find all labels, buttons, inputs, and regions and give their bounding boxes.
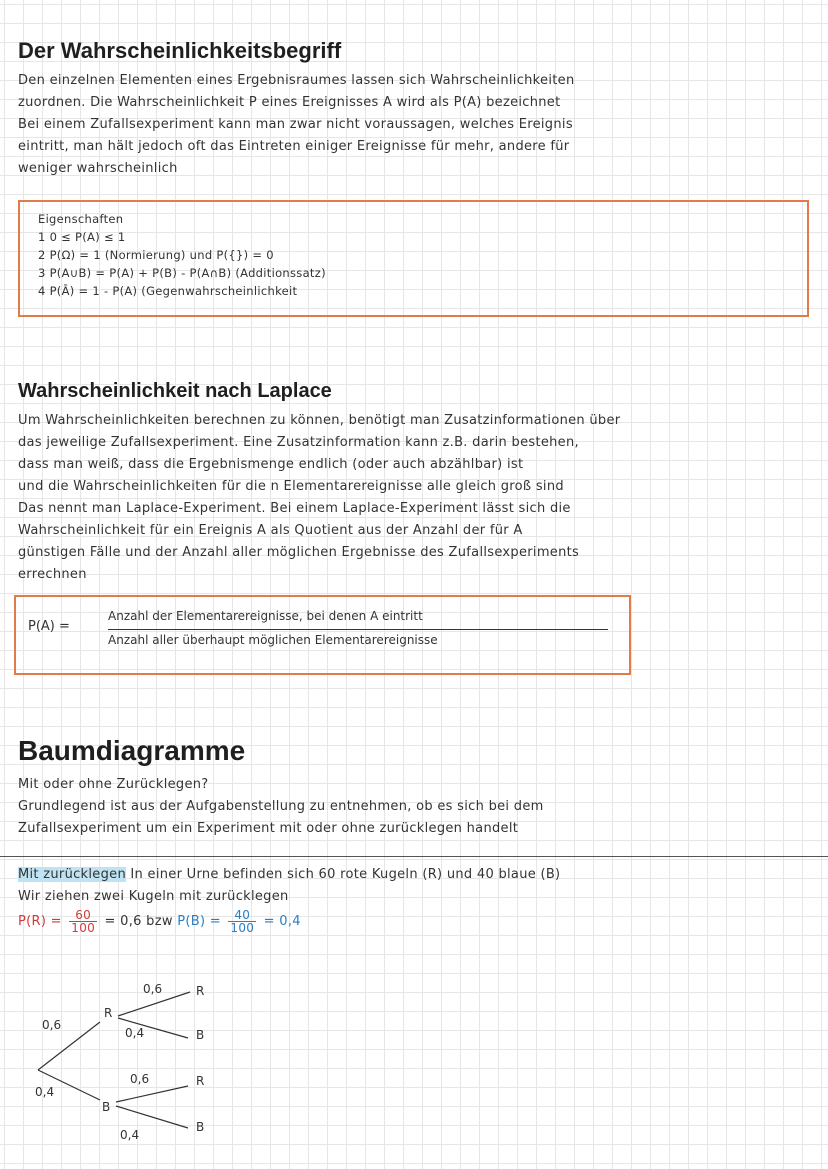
pr-numerator: 60 xyxy=(69,909,97,922)
pr-label: P(R) = xyxy=(18,914,62,929)
outcome-br: R xyxy=(196,1074,205,1088)
example-text-1: In einer Urne befinden sich 60 rote Kugeln (R) und 40 blaue (B) xyxy=(130,867,561,882)
probability-line xyxy=(18,908,818,936)
text-line: und die Wahrscheinlichkeiten für die n Elementarereignisse alle gleich groß sind xyxy=(18,479,564,494)
example-line-1 xyxy=(18,864,818,886)
pb-result: = 0,4 xyxy=(263,914,301,929)
text-line: Um Wahrscheinlichkeiten berechnen zu können, benötigt man Zusatzinformationen über xyxy=(18,413,621,428)
prob-label-bb: 0,4 xyxy=(120,1128,140,1142)
outcome-bb: B xyxy=(196,1120,205,1134)
text-line: Zufallsexperiment um ein Experiment mit oder ohne zurücklegen handelt xyxy=(18,821,519,836)
divider xyxy=(0,856,828,857)
tree-diagram xyxy=(0,960,300,1150)
section2-paragraph xyxy=(18,410,808,586)
laplace-formula-box xyxy=(14,595,631,675)
example-text-2: Wir ziehen zwei Kugeln mit zurücklegen xyxy=(18,889,289,904)
prob-label-r: 0,6 xyxy=(42,1018,62,1032)
branch-b-r xyxy=(116,1086,188,1102)
property-item: 2 P(Ω) = 1 (Normierung) und P({}) = 0 xyxy=(38,248,274,262)
formula-denominator: Anzahl aller überhaupt möglichen Elementarereignisse xyxy=(108,633,438,647)
section-title-laplace: Wahrscheinlichkeit nach Laplace xyxy=(18,380,332,402)
outcome-rb: B xyxy=(196,1028,205,1042)
text-line: Grundlegend ist aus der Aufgabenstellung zu entnehmen, ob es sich bei dem xyxy=(18,799,544,814)
prob-label-rr: 0,6 xyxy=(143,982,163,996)
text-line: zuordnen. Die Wahrscheinlichkeit P eines Ereignisses A wird als P(A) bezeichnet xyxy=(18,95,561,110)
prob-label-br: 0,6 xyxy=(130,1072,150,1086)
formula-numerator: Anzahl der Elementarereignisse, bei denen A eintritt xyxy=(108,609,423,623)
example-label: Mit zurücklegen xyxy=(18,867,126,882)
section1-paragraph xyxy=(18,70,808,180)
pr-denominator: 100 xyxy=(71,921,96,935)
property-item: 1 0 ≤ P(A) ≤ 1 xyxy=(38,230,126,244)
property-item: 3 P(A∪B) = P(A) + P(B) - P(A∩B) (Additionssatz) xyxy=(38,266,326,280)
text-line: eintritt, man hält jedoch oft das Eintreten einiger Ereignisse für mehr, andere für xyxy=(18,139,570,154)
text-line: Bei einem Zufallsexperiment kann man zwar nicht voraussagen, welches Ereignis xyxy=(18,117,573,132)
pr-fraction xyxy=(69,909,97,934)
text-line: günstigen Fälle und der Anzahl aller möglichen Ergebnisse des Zufallsexperiments xyxy=(18,545,580,560)
prob-label-rb: 0,4 xyxy=(125,1026,145,1040)
pb-numerator: 40 xyxy=(228,909,256,922)
pb-fraction xyxy=(228,909,256,934)
formula-lhs: P(A) = xyxy=(28,619,70,634)
pr-result: = 0,6 bzw xyxy=(104,914,173,929)
properties-title: Eigenschaften xyxy=(38,212,124,226)
outcome-b: B xyxy=(102,1100,111,1114)
section-title-baumdiagramme: Baumdiagramme xyxy=(18,735,246,766)
text-line: dass man weiß, dass die Ergebnismenge endlich (oder auch abzählbar) ist xyxy=(18,457,524,472)
prob-label-b: 0,4 xyxy=(35,1085,55,1099)
outcome-r: R xyxy=(104,1006,113,1020)
example-block xyxy=(18,864,818,936)
branch-b-b xyxy=(116,1106,188,1128)
text-line: Den einzelnen Elementen eines Ergebnisraumes lassen sich Wahrscheinlichkeiten xyxy=(18,73,575,88)
text-line: Das nennt man Laplace-Experiment. Bei einem Laplace-Experiment lässt sich die xyxy=(18,501,571,516)
section3-paragraph xyxy=(18,774,808,840)
fraction-bar xyxy=(108,629,608,630)
text-line: Mit oder ohne Zurücklegen? xyxy=(18,777,209,792)
text-line: das jeweilige Zufallsexperiment. Eine Zusatzinformation kann z.B. darin bestehen, xyxy=(18,435,579,450)
properties-box xyxy=(18,200,809,317)
pb-label: P(B) = xyxy=(177,914,221,929)
text-line: errechnen xyxy=(18,567,87,582)
text-line: weniger wahrscheinlich xyxy=(18,161,178,176)
section-title-wahrscheinlichkeitsbegriff: Der Wahrscheinlichkeitsbegriff xyxy=(18,38,342,63)
pb-denominator: 100 xyxy=(230,921,255,935)
text-line: Wahrscheinlichkeit für ein Ereignis A als Quotient aus der Anzahl der für A xyxy=(18,523,523,538)
outcome-rr: R xyxy=(196,984,205,998)
property-item: 4 P(Ā) = 1 - P(A) (Gegenwahrscheinlichkeit xyxy=(38,284,298,298)
